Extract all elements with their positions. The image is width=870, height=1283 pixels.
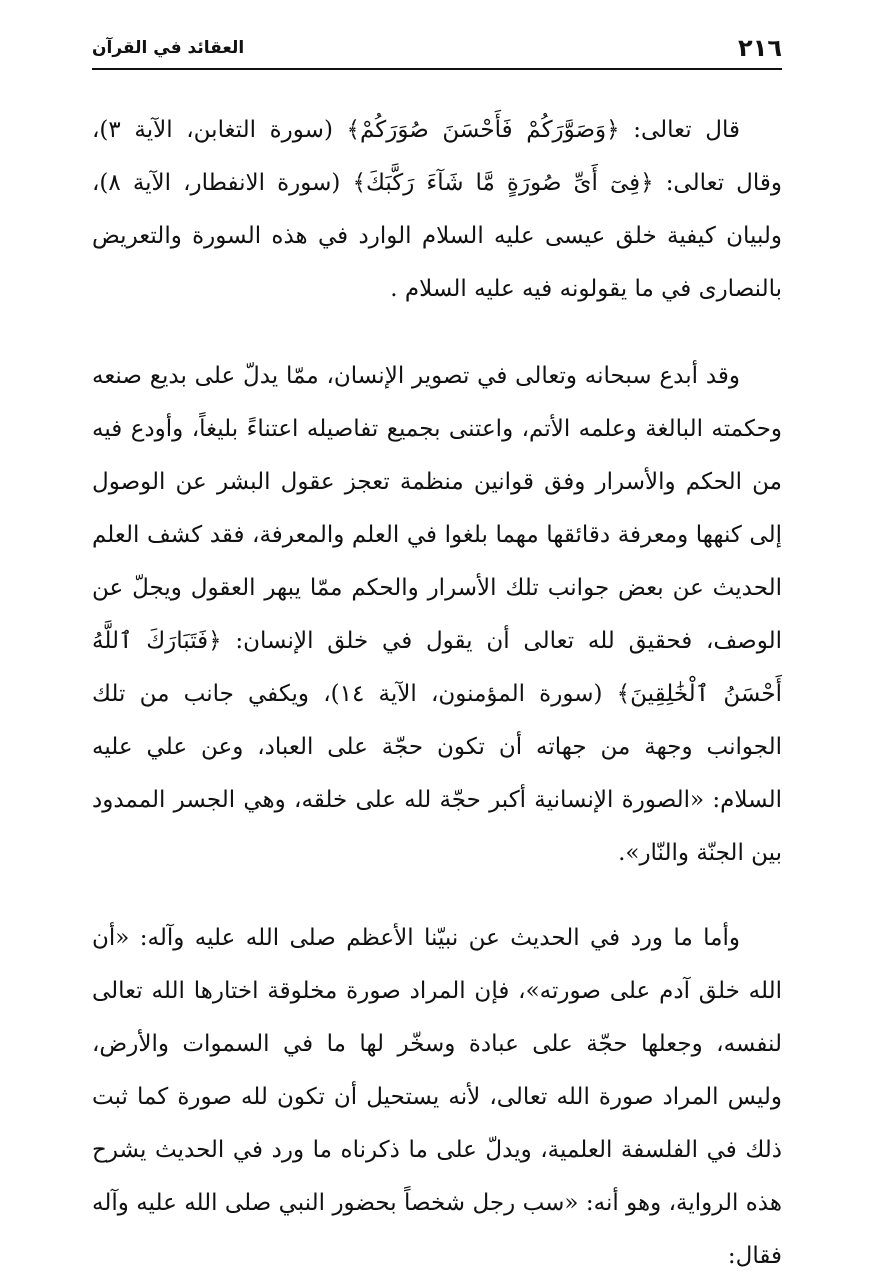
paragraph: قال تعالى: ﴿وَصَوَّرَكُمْ فَأَحْسَنَ صُوَرَكُمْ﴾ (سورة التغابن، الآية ٣)، وقال تعالى: ﴿فِىٓ أَىِّ صُورَةٍ مَّا شَآءَ رَكَّبَكَ﴾ (سورة الانفطار، الآية ٨)، ولبيان كيفية خلق عيسى عليه السلام الوارد في هذه السورة والتعريض بالنصارى في ما يقولونه فيه عليه السلام . — [92, 117, 782, 302]
paragraph: وأما ما ورد في الحديث عن نبيّنا الأعظم صلى الله عليه وآله: «أن الله خلق آدم على صورته»، فإن المراد صورة مخلوقة اختارها الله تعالى لنفسه، وجعلها حجّة على عبادة وسخّر لها ما في السموات والأرض، وليس المراد صورة الله تعالى، لأنه يستحيل أن تكون لله صورة كما ثبت ذلك في الفلسفة العلمية، ويدلّ على ما ذكرناه ما ورد في الحديث يشرح هذه الرواية، وهو أنه: «سب رجل شخصاً بحضور النبي صلى الله عليه وآله فقال: — [92, 925, 782, 1269]
page-header — [92, 30, 782, 70]
paragraph-1-block — [92, 104, 782, 316]
page-number: ٢١٦ — [738, 34, 782, 62]
paragraph-2-block — [92, 350, 782, 880]
paragraph: وقد أبدع سبحانه وتعالى في تصوير الإنسان، ممّا يدلّ على بديع صنعه وحكمته البالغة وعلمه الأتم، واعتنى بجميع تفاصيله اعتناءً بليغاً، وأودع فيه من الحكم والأسرار وفق قوانين منظمة تعجز عقول البشر عن الوصول إلى كنهها ومعرفة دقائقها مهما بلغوا في العلم والمعرفة، فقد كشف العلم الحديث عن بعض جوانب تلك الأسرار والحكم ممّا يبهر العقول ويجلّ عن الوصف، فحقيق لله تعالى أن يقول في خلق الإنسان: ﴿فَتَبَارَكَ ٱللَّهُ أَحْسَنُ ٱلْخَٰلِقِينَ﴾ (سورة المؤمنون، الآية ١٤)، ويكفي جانب من تلك الجوانب وجهة من جهاته أن تكون حجّة على العباد، وعن علي عليه السلام: «الصورة الإنسانية أكبر حجّة لله على خلقه، وهي الجسر الممدود بين الجنّة والنّار». — [92, 363, 782, 866]
paragraph-3-block — [92, 912, 782, 1283]
running-title: العقائد في القرآن — [92, 38, 245, 58]
